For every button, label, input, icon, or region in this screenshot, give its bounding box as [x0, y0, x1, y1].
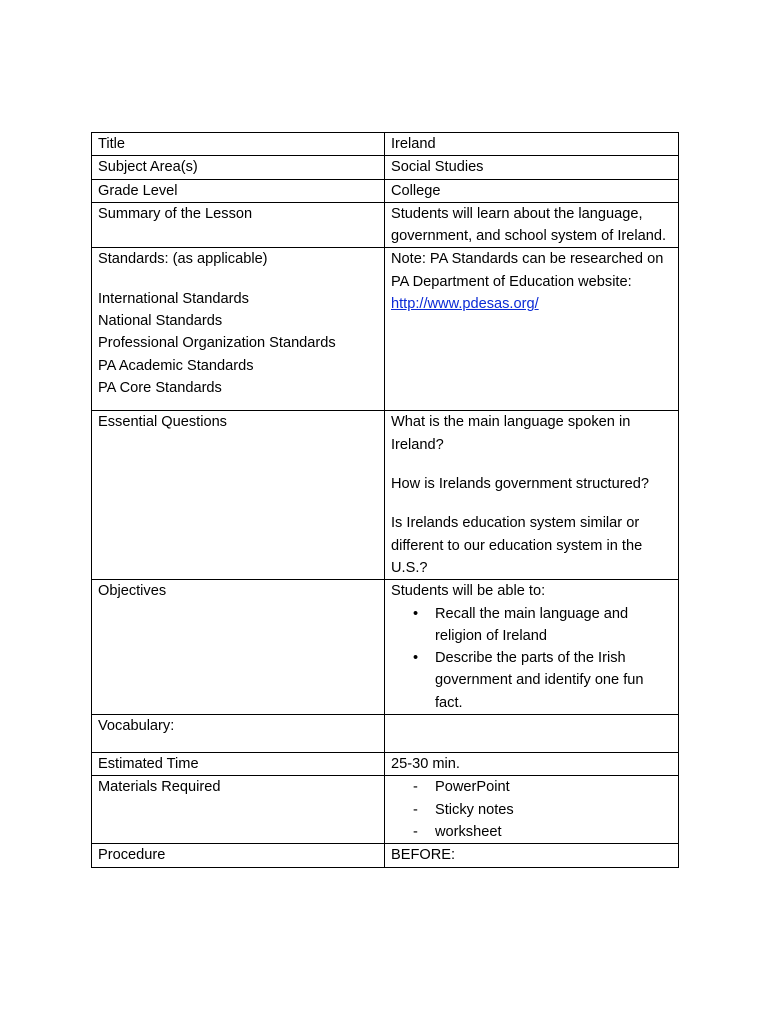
material-text: Sticky notes — [435, 801, 514, 818]
standards-label: Standards: (as applicable) — [98, 251, 268, 268]
bullet-icon: • — [413, 650, 419, 667]
grade-label: Grade Level — [92, 179, 385, 202]
title-value: Ireland — [385, 133, 679, 156]
materials-list — [391, 776, 672, 843]
standards-item: Professional Organization Standards — [98, 335, 336, 352]
standards-item: International Standards — [98, 290, 249, 307]
objective-text: Describe the parts of the Irish government and identify one fun fact. — [435, 650, 644, 711]
title-label: Title — [92, 133, 385, 156]
material-text: PowerPoint — [435, 779, 510, 796]
time-label: Estimated Time — [92, 753, 385, 776]
grade-value: College — [385, 179, 679, 202]
subject-label: Subject Area(s) — [92, 156, 385, 179]
objectives-label: Objectives — [92, 580, 385, 715]
list-item — [413, 776, 672, 798]
objective-text: Recall the main language and religion of Ireland — [435, 605, 629, 644]
vocabulary-value — [385, 715, 679, 753]
standards-item: PA Academic Standards — [98, 357, 254, 374]
standards-cell — [92, 248, 385, 411]
dash-icon: - — [413, 823, 418, 840]
table-row — [92, 202, 679, 248]
summary-label: Summary of the Lesson — [92, 202, 385, 248]
table-row — [92, 580, 679, 715]
table-row — [92, 411, 679, 580]
time-value: 25-30 min. — [385, 753, 679, 776]
subject-value: Social Studies — [385, 156, 679, 179]
table-row — [92, 844, 679, 867]
table-row — [92, 248, 679, 411]
standards-note: Note: PA Standards can be researched on PA Department of Education website: — [391, 251, 664, 290]
table-row — [92, 133, 679, 156]
materials-label: Materials Required — [92, 776, 385, 844]
questions-cell — [385, 411, 679, 580]
standards-note-cell — [385, 248, 679, 411]
objectives-intro: Students will be able to: — [391, 583, 546, 600]
list-item — [413, 603, 672, 648]
objectives-list — [391, 603, 672, 714]
dash-icon: - — [413, 779, 418, 796]
summary-value: Students will learn about the language, government, and school system of Ireland. — [385, 202, 679, 248]
objectives-cell — [385, 580, 679, 715]
procedure-value: BEFORE: — [385, 844, 679, 867]
material-text: worksheet — [435, 823, 502, 840]
lesson-plan-table — [91, 132, 679, 868]
table-row — [92, 776, 679, 844]
list-item — [413, 647, 672, 714]
questions-label: Essential Questions — [92, 411, 385, 580]
list-item — [413, 821, 672, 843]
list-item — [413, 799, 672, 821]
pdesas-link[interactable]: http://www.pdesas.org/ — [391, 296, 539, 313]
bullet-icon: • — [413, 605, 419, 622]
table-row — [92, 715, 679, 753]
question-item: Is Irelands education system similar or different to our education system in the U.S.? — [391, 515, 643, 576]
procedure-label: Procedure — [92, 844, 385, 867]
table-row — [92, 156, 679, 179]
question-item: What is the main language spoken in Ireland? — [391, 414, 631, 453]
table-row — [92, 753, 679, 776]
vocabulary-label: Vocabulary: — [92, 715, 385, 753]
standards-item: National Standards — [98, 313, 223, 330]
table-row — [92, 179, 679, 202]
materials-cell — [385, 776, 679, 844]
dash-icon: - — [413, 801, 418, 818]
standards-item: PA Core Standards — [98, 379, 222, 396]
question-item: How is Irelands government structured? — [391, 476, 649, 493]
